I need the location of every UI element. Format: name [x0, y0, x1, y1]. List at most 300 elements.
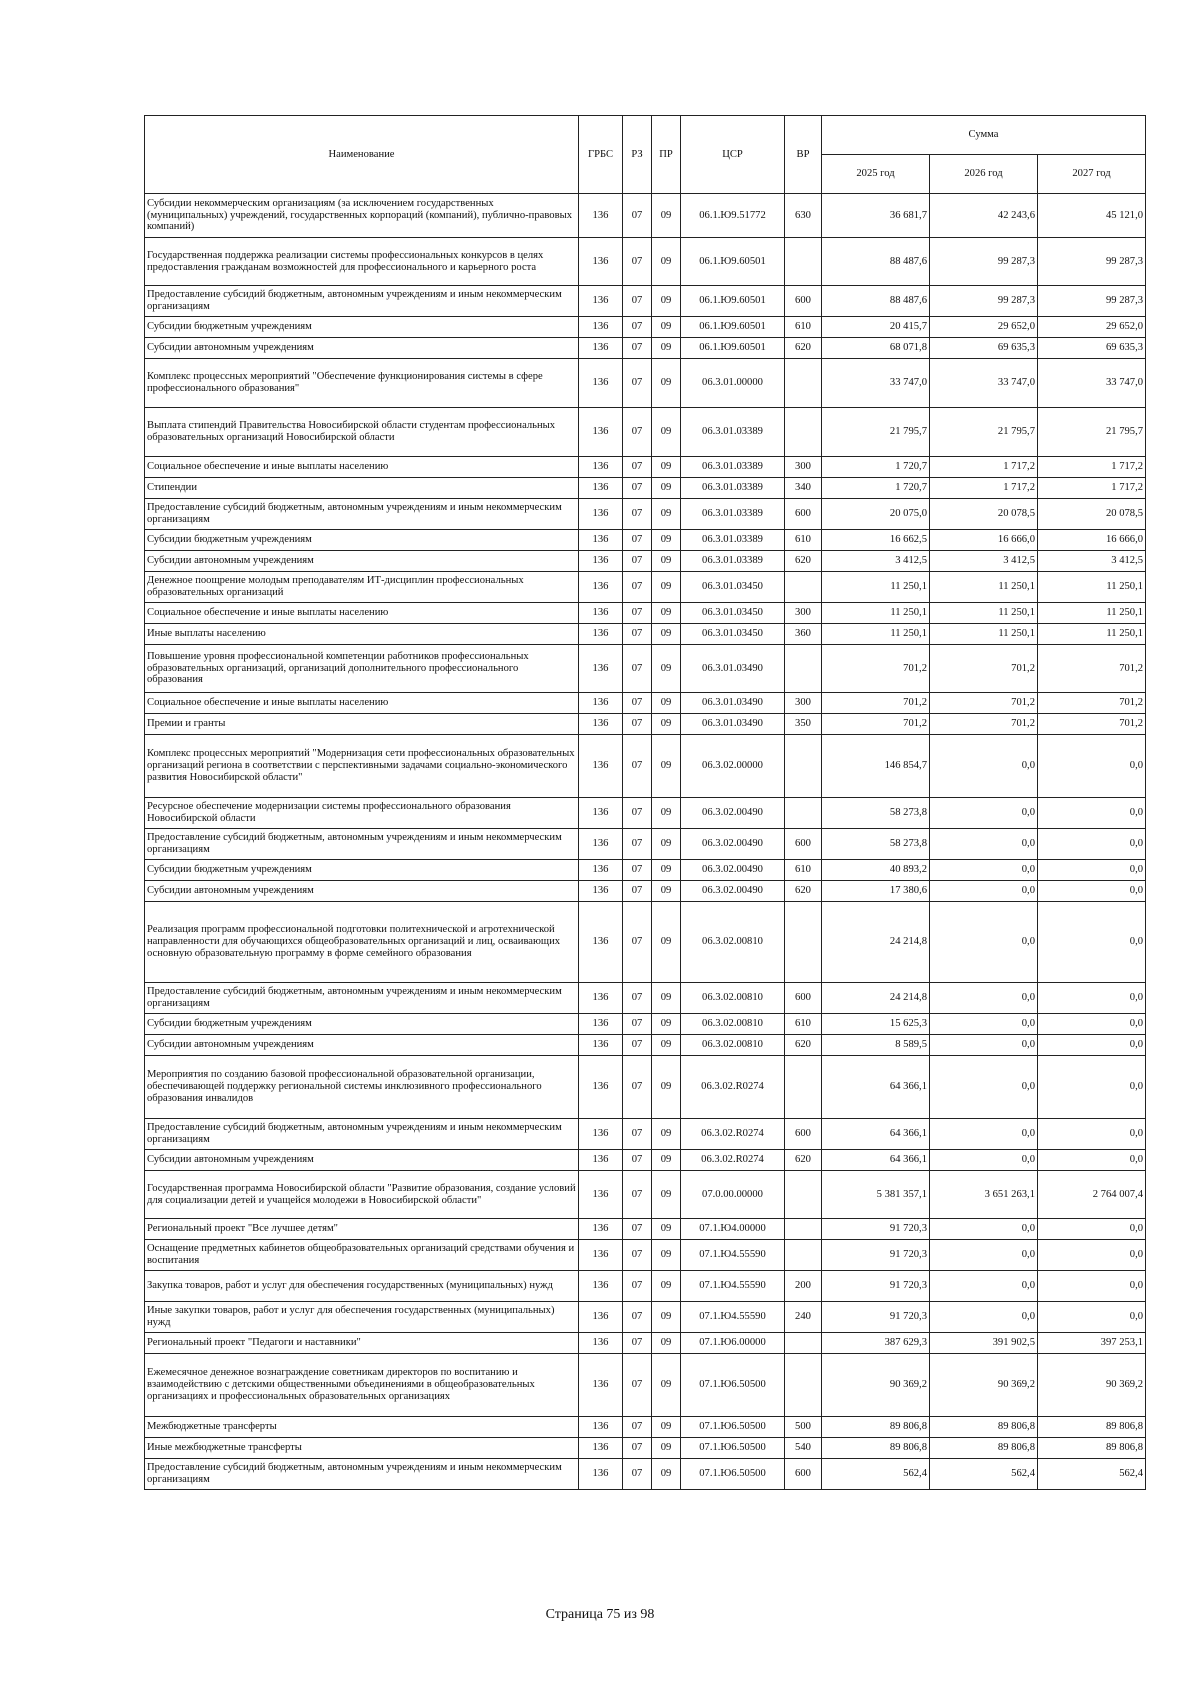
cell-csr: 07.1.Ю4.55590	[681, 1271, 785, 1302]
cell-vr	[785, 902, 822, 983]
cell-csr: 06.3.02.R0274	[681, 1150, 785, 1171]
cell-vr: 240	[785, 1302, 822, 1333]
cell-y2027: 0,0	[1038, 1271, 1146, 1302]
cell-y2025: 64 366,1	[822, 1056, 930, 1119]
cell-csr: 06.3.02.00810	[681, 1014, 785, 1035]
cell-vr	[785, 645, 822, 693]
cell-name: Иные закупки товаров, работ и услуг для обеспечения государственных (муниципальных) нужд	[145, 1302, 579, 1333]
cell-grbs: 136	[579, 1354, 623, 1417]
cell-pr: 09	[652, 829, 681, 860]
cell-name: Субсидии бюджетным учреждениям	[145, 530, 579, 551]
cell-y2025: 5 381 357,1	[822, 1171, 930, 1219]
cell-name: Денежное поощрение молодым преподавателям ИТ-дисциплин профессиональных образовательных организаций	[145, 572, 579, 603]
cell-y2027: 701,2	[1038, 645, 1146, 693]
cell-pr: 09	[652, 983, 681, 1014]
cell-y2025: 146 854,7	[822, 735, 930, 798]
cell-vr: 620	[785, 338, 822, 359]
cell-pr: 09	[652, 1056, 681, 1119]
cell-y2026: 11 250,1	[930, 624, 1038, 645]
cell-grbs: 136	[579, 572, 623, 603]
cell-pr: 09	[652, 1171, 681, 1219]
cell-vr	[785, 1333, 822, 1354]
cell-csr: 06.3.01.03389	[681, 499, 785, 530]
cell-y2026: 1 717,2	[930, 478, 1038, 499]
cell-name: Предоставление субсидий бюджетным, автономным учреждениям и иным некоммерческим организациям	[145, 499, 579, 530]
cell-name: Предоставление субсидий бюджетным, автономным учреждениям и иным некоммерческим организациям	[145, 1119, 579, 1150]
cell-name: Социальное обеспечение и иные выплаты населению	[145, 693, 579, 714]
cell-grbs: 136	[579, 1271, 623, 1302]
cell-pr: 09	[652, 238, 681, 286]
cell-rz: 07	[623, 735, 652, 798]
cell-y2026: 33 747,0	[930, 359, 1038, 408]
table-row	[145, 286, 1146, 317]
cell-y2025: 40 893,2	[822, 860, 930, 881]
header-grbs: ГРБС	[579, 116, 623, 194]
cell-csr: 06.3.01.03389	[681, 408, 785, 457]
cell-grbs: 136	[579, 829, 623, 860]
cell-grbs: 136	[579, 1119, 623, 1150]
cell-name: Иные выплаты населению	[145, 624, 579, 645]
cell-csr: 07.1.Ю4.55590	[681, 1302, 785, 1333]
table-row	[145, 1417, 1146, 1438]
cell-rz: 07	[623, 238, 652, 286]
cell-rz: 07	[623, 829, 652, 860]
cell-pr: 09	[652, 624, 681, 645]
table-row	[145, 735, 1146, 798]
cell-csr: 06.3.01.03450	[681, 603, 785, 624]
cell-csr: 06.3.01.03389	[681, 457, 785, 478]
cell-csr: 06.3.01.03490	[681, 714, 785, 735]
cell-grbs: 136	[579, 798, 623, 829]
cell-y2027: 1 717,2	[1038, 457, 1146, 478]
cell-rz: 07	[623, 1459, 652, 1490]
cell-pr: 09	[652, 1354, 681, 1417]
cell-vr: 630	[785, 194, 822, 238]
cell-pr: 09	[652, 194, 681, 238]
cell-grbs: 136	[579, 624, 623, 645]
cell-y2026: 89 806,8	[930, 1417, 1038, 1438]
table-row	[145, 1333, 1146, 1354]
cell-vr: 360	[785, 624, 822, 645]
cell-y2026: 0,0	[930, 1119, 1038, 1150]
cell-name: Региональный проект "Педагоги и наставники"	[145, 1333, 579, 1354]
cell-vr	[785, 1056, 822, 1119]
header-sum: Сумма	[822, 116, 1146, 155]
cell-y2026: 3 412,5	[930, 551, 1038, 572]
cell-csr: 06.3.02.00490	[681, 860, 785, 881]
cell-rz: 07	[623, 194, 652, 238]
cell-pr: 09	[652, 1438, 681, 1459]
cell-y2026: 69 635,3	[930, 338, 1038, 359]
cell-y2027: 0,0	[1038, 1056, 1146, 1119]
cell-y2025: 89 806,8	[822, 1417, 930, 1438]
cell-vr	[785, 408, 822, 457]
cell-vr: 300	[785, 457, 822, 478]
cell-rz: 07	[623, 1014, 652, 1035]
table-row	[145, 1119, 1146, 1150]
cell-y2026: 3 651 263,1	[930, 1171, 1038, 1219]
cell-y2026: 99 287,3	[930, 238, 1038, 286]
cell-name: Реализация программ профессиональной подготовки политехнической и агротехнической направленности для обучающихся общеобразовательных организаций и лиц, осваивающих основную образовательную программу в форме семейного образования	[145, 902, 579, 983]
cell-pr: 09	[652, 499, 681, 530]
cell-name: Предоставление субсидий бюджетным, автономным учреждениям и иным некоммерческим организациям	[145, 286, 579, 317]
cell-rz: 07	[623, 1240, 652, 1271]
cell-pr: 09	[652, 1119, 681, 1150]
cell-rz: 07	[623, 1056, 652, 1119]
cell-y2026: 0,0	[930, 902, 1038, 983]
cell-rz: 07	[623, 881, 652, 902]
cell-grbs: 136	[579, 1302, 623, 1333]
cell-grbs: 136	[579, 478, 623, 499]
cell-name: Социальное обеспечение и иные выплаты населению	[145, 603, 579, 624]
cell-vr	[785, 735, 822, 798]
table-row	[145, 551, 1146, 572]
cell-y2027: 99 287,3	[1038, 238, 1146, 286]
cell-csr: 06.3.01.03450	[681, 572, 785, 603]
cell-rz: 07	[623, 1150, 652, 1171]
cell-rz: 07	[623, 1438, 652, 1459]
cell-y2027: 0,0	[1038, 735, 1146, 798]
cell-y2026: 0,0	[930, 881, 1038, 902]
cell-rz: 07	[623, 499, 652, 530]
cell-csr: 07.1.Ю6.50500	[681, 1417, 785, 1438]
cell-vr: 620	[785, 1150, 822, 1171]
header-name: Наименование	[145, 116, 579, 194]
cell-vr	[785, 1354, 822, 1417]
table-row	[145, 798, 1146, 829]
cell-name: Комплекс процессных мероприятий "Модернизация сети профессиональных образовательных организаций региона в соответствии с перспективными задачами социально-экономического развития Новосибирской области"	[145, 735, 579, 798]
cell-rz: 07	[623, 860, 652, 881]
cell-grbs: 136	[579, 881, 623, 902]
cell-name: Стипендии	[145, 478, 579, 499]
cell-csr: 07.1.Ю6.50500	[681, 1354, 785, 1417]
cell-rz: 07	[623, 624, 652, 645]
cell-y2026: 0,0	[930, 983, 1038, 1014]
cell-y2026: 0,0	[930, 1035, 1038, 1056]
cell-rz: 07	[623, 317, 652, 338]
cell-name: Субсидии бюджетным учреждениям	[145, 1014, 579, 1035]
cell-grbs: 136	[579, 338, 623, 359]
table-row	[145, 881, 1146, 902]
cell-y2026: 0,0	[930, 1302, 1038, 1333]
cell-y2027: 90 369,2	[1038, 1354, 1146, 1417]
cell-csr: 06.1.Ю9.60501	[681, 238, 785, 286]
cell-pr: 09	[652, 603, 681, 624]
table-row	[145, 1459, 1146, 1490]
budget-table	[144, 115, 1146, 1490]
cell-grbs: 136	[579, 860, 623, 881]
cell-y2025: 11 250,1	[822, 603, 930, 624]
cell-vr	[785, 1240, 822, 1271]
cell-grbs: 136	[579, 735, 623, 798]
table-row	[145, 645, 1146, 693]
cell-vr: 610	[785, 317, 822, 338]
cell-y2025: 91 720,3	[822, 1271, 930, 1302]
cell-y2027: 89 806,8	[1038, 1438, 1146, 1459]
cell-y2026: 0,0	[930, 1219, 1038, 1240]
cell-y2025: 562,4	[822, 1459, 930, 1490]
table-row	[145, 1219, 1146, 1240]
cell-y2025: 36 681,7	[822, 194, 930, 238]
cell-vr: 300	[785, 693, 822, 714]
table-row	[145, 902, 1146, 983]
cell-vr	[785, 238, 822, 286]
cell-pr: 09	[652, 478, 681, 499]
header-pr: ПР	[652, 116, 681, 194]
table-row	[145, 1271, 1146, 1302]
cell-y2026: 89 806,8	[930, 1438, 1038, 1459]
cell-y2026: 99 287,3	[930, 286, 1038, 317]
cell-csr: 06.3.01.03490	[681, 693, 785, 714]
cell-y2027: 0,0	[1038, 860, 1146, 881]
cell-y2027: 89 806,8	[1038, 1417, 1146, 1438]
table-row	[145, 1240, 1146, 1271]
cell-grbs: 136	[579, 194, 623, 238]
cell-name: Иные межбюджетные трансферты	[145, 1438, 579, 1459]
cell-y2025: 68 071,8	[822, 338, 930, 359]
cell-rz: 07	[623, 645, 652, 693]
cell-name: Премии и гранты	[145, 714, 579, 735]
cell-pr: 09	[652, 798, 681, 829]
cell-csr: 06.3.02.00810	[681, 902, 785, 983]
cell-vr	[785, 1219, 822, 1240]
header-vr: ВР	[785, 116, 822, 194]
table-row	[145, 478, 1146, 499]
cell-y2025: 24 214,8	[822, 983, 930, 1014]
cell-y2027: 11 250,1	[1038, 603, 1146, 624]
cell-y2025: 16 662,5	[822, 530, 930, 551]
cell-pr: 09	[652, 1459, 681, 1490]
cell-name: Субсидии автономным учреждениям	[145, 1035, 579, 1056]
cell-y2026: 0,0	[930, 1271, 1038, 1302]
cell-y2027: 562,4	[1038, 1459, 1146, 1490]
cell-y2026: 90 369,2	[930, 1354, 1038, 1417]
cell-pr: 09	[652, 408, 681, 457]
cell-y2026: 0,0	[930, 1056, 1038, 1119]
table-row	[145, 1150, 1146, 1171]
cell-vr: 610	[785, 1014, 822, 1035]
cell-name: Межбюджетные трансферты	[145, 1417, 579, 1438]
cell-y2027: 0,0	[1038, 1240, 1146, 1271]
cell-y2027: 0,0	[1038, 1219, 1146, 1240]
cell-y2026: 0,0	[930, 1150, 1038, 1171]
cell-y2025: 20 075,0	[822, 499, 930, 530]
header-year-2026: 2026 год	[930, 155, 1038, 194]
table-row	[145, 1354, 1146, 1417]
table-row	[145, 408, 1146, 457]
cell-rz: 07	[623, 798, 652, 829]
cell-pr: 09	[652, 714, 681, 735]
cell-csr: 06.3.02.R0274	[681, 1056, 785, 1119]
cell-rz: 07	[623, 693, 652, 714]
cell-csr: 06.3.02.00000	[681, 735, 785, 798]
cell-pr: 09	[652, 1302, 681, 1333]
cell-y2025: 88 487,6	[822, 286, 930, 317]
table-row	[145, 194, 1146, 238]
cell-vr	[785, 572, 822, 603]
cell-rz: 07	[623, 359, 652, 408]
cell-csr: 06.1.Ю9.51772	[681, 194, 785, 238]
cell-grbs: 136	[579, 551, 623, 572]
cell-y2026: 701,2	[930, 693, 1038, 714]
cell-rz: 07	[623, 902, 652, 983]
cell-y2027: 0,0	[1038, 829, 1146, 860]
cell-grbs: 136	[579, 1014, 623, 1035]
cell-pr: 09	[652, 902, 681, 983]
cell-csr: 06.3.01.03389	[681, 551, 785, 572]
cell-pr: 09	[652, 1240, 681, 1271]
cell-grbs: 136	[579, 457, 623, 478]
cell-y2026: 16 666,0	[930, 530, 1038, 551]
cell-grbs: 136	[579, 983, 623, 1014]
cell-csr: 07.1.Ю4.55590	[681, 1240, 785, 1271]
cell-name: Социальное обеспечение и иные выплаты населению	[145, 457, 579, 478]
cell-rz: 07	[623, 1302, 652, 1333]
cell-csr: 07.1.Ю6.00000	[681, 1333, 785, 1354]
cell-name: Субсидии бюджетным учреждениям	[145, 317, 579, 338]
cell-pr: 09	[652, 286, 681, 317]
cell-grbs: 136	[579, 902, 623, 983]
cell-pr: 09	[652, 1271, 681, 1302]
cell-y2027: 701,2	[1038, 693, 1146, 714]
cell-rz: 07	[623, 1119, 652, 1150]
table-row	[145, 1014, 1146, 1035]
cell-vr: 620	[785, 551, 822, 572]
cell-vr: 620	[785, 881, 822, 902]
cell-csr: 06.1.Ю9.60501	[681, 317, 785, 338]
cell-csr: 07.1.Ю6.50500	[681, 1438, 785, 1459]
cell-csr: 07.1.Ю6.50500	[681, 1459, 785, 1490]
table-row	[145, 317, 1146, 338]
cell-grbs: 136	[579, 1459, 623, 1490]
cell-csr: 06.3.01.03490	[681, 645, 785, 693]
cell-grbs: 136	[579, 1171, 623, 1219]
cell-y2025: 11 250,1	[822, 572, 930, 603]
cell-y2027: 3 412,5	[1038, 551, 1146, 572]
table-row	[145, 714, 1146, 735]
cell-csr: 06.3.02.00810	[681, 1035, 785, 1056]
cell-pr: 09	[652, 457, 681, 478]
cell-name: Субсидии автономным учреждениям	[145, 551, 579, 572]
cell-y2025: 91 720,3	[822, 1219, 930, 1240]
cell-pr: 09	[652, 1417, 681, 1438]
cell-y2025: 64 366,1	[822, 1119, 930, 1150]
cell-pr: 09	[652, 1219, 681, 1240]
table-row	[145, 1438, 1146, 1459]
cell-csr: 06.1.Ю9.60501	[681, 286, 785, 317]
cell-y2027: 0,0	[1038, 798, 1146, 829]
cell-vr: 500	[785, 1417, 822, 1438]
cell-grbs: 136	[579, 1240, 623, 1271]
cell-rz: 07	[623, 286, 652, 317]
table-row	[145, 1056, 1146, 1119]
table-row	[145, 1171, 1146, 1219]
cell-grbs: 136	[579, 1417, 623, 1438]
cell-y2025: 58 273,8	[822, 798, 930, 829]
cell-pr: 09	[652, 530, 681, 551]
cell-y2025: 24 214,8	[822, 902, 930, 983]
cell-rz: 07	[623, 714, 652, 735]
cell-vr	[785, 1171, 822, 1219]
cell-grbs: 136	[579, 1333, 623, 1354]
table-row	[145, 693, 1146, 714]
cell-name: Оснащение предметных кабинетов общеобразовательных организаций средствами обучения и воспитания	[145, 1240, 579, 1271]
cell-y2025: 17 380,6	[822, 881, 930, 902]
cell-csr: 06.3.01.00000	[681, 359, 785, 408]
cell-y2026: 391 902,5	[930, 1333, 1038, 1354]
cell-y2025: 11 250,1	[822, 624, 930, 645]
cell-pr: 09	[652, 693, 681, 714]
cell-name: Предоставление субсидий бюджетным, автономным учреждениям и иным некоммерческим организациям	[145, 829, 579, 860]
cell-name: Комплекс процессных мероприятий "Обеспечение функционирования системы в сфере профессионального образования"	[145, 359, 579, 408]
cell-vr: 600	[785, 829, 822, 860]
cell-y2025: 33 747,0	[822, 359, 930, 408]
cell-y2026: 701,2	[930, 645, 1038, 693]
cell-rz: 07	[623, 1035, 652, 1056]
cell-pr: 09	[652, 860, 681, 881]
cell-rz: 07	[623, 1171, 652, 1219]
cell-name: Субсидии некоммерческим организациям (за исключением государственных (муниципальных) учреждений, государственных корпораций (компаний), публично-правовых компаний)	[145, 194, 579, 238]
table-row	[145, 238, 1146, 286]
cell-grbs: 136	[579, 286, 623, 317]
table-row	[145, 983, 1146, 1014]
cell-y2027: 20 078,5	[1038, 499, 1146, 530]
cell-pr: 09	[652, 735, 681, 798]
cell-vr	[785, 359, 822, 408]
cell-pr: 09	[652, 1150, 681, 1171]
cell-rz: 07	[623, 603, 652, 624]
cell-grbs: 136	[579, 645, 623, 693]
cell-vr: 540	[785, 1438, 822, 1459]
cell-grbs: 136	[579, 1219, 623, 1240]
cell-y2026: 29 652,0	[930, 317, 1038, 338]
cell-csr: 06.3.02.R0274	[681, 1119, 785, 1150]
cell-vr: 350	[785, 714, 822, 735]
header-csr: ЦСР	[681, 116, 785, 194]
cell-y2027: 0,0	[1038, 1119, 1146, 1150]
cell-y2027: 0,0	[1038, 1302, 1146, 1333]
cell-vr: 620	[785, 1035, 822, 1056]
cell-name: Субсидии бюджетным учреждениям	[145, 860, 579, 881]
cell-y2027: 701,2	[1038, 714, 1146, 735]
table-row	[145, 572, 1146, 603]
cell-y2026: 0,0	[930, 735, 1038, 798]
cell-rz: 07	[623, 1417, 652, 1438]
cell-grbs: 136	[579, 1438, 623, 1459]
cell-rz: 07	[623, 983, 652, 1014]
cell-y2025: 1 720,7	[822, 478, 930, 499]
cell-pr: 09	[652, 1035, 681, 1056]
cell-grbs: 136	[579, 693, 623, 714]
cell-name: Субсидии автономным учреждениям	[145, 881, 579, 902]
cell-y2025: 58 273,8	[822, 829, 930, 860]
cell-rz: 07	[623, 1271, 652, 1302]
cell-y2027: 397 253,1	[1038, 1333, 1146, 1354]
cell-y2027: 99 287,3	[1038, 286, 1146, 317]
cell-y2027: 29 652,0	[1038, 317, 1146, 338]
cell-vr: 600	[785, 1119, 822, 1150]
cell-rz: 07	[623, 572, 652, 603]
cell-y2026: 0,0	[930, 1240, 1038, 1271]
cell-grbs: 136	[579, 1150, 623, 1171]
cell-vr: 300	[785, 603, 822, 624]
page-number: Страница 75 из 98	[545, 1607, 655, 1622]
cell-csr: 06.3.01.03450	[681, 624, 785, 645]
cell-name: Субсидии автономным учреждениям	[145, 1150, 579, 1171]
cell-y2026: 562,4	[930, 1459, 1038, 1490]
cell-pr: 09	[652, 1014, 681, 1035]
cell-vr: 200	[785, 1271, 822, 1302]
